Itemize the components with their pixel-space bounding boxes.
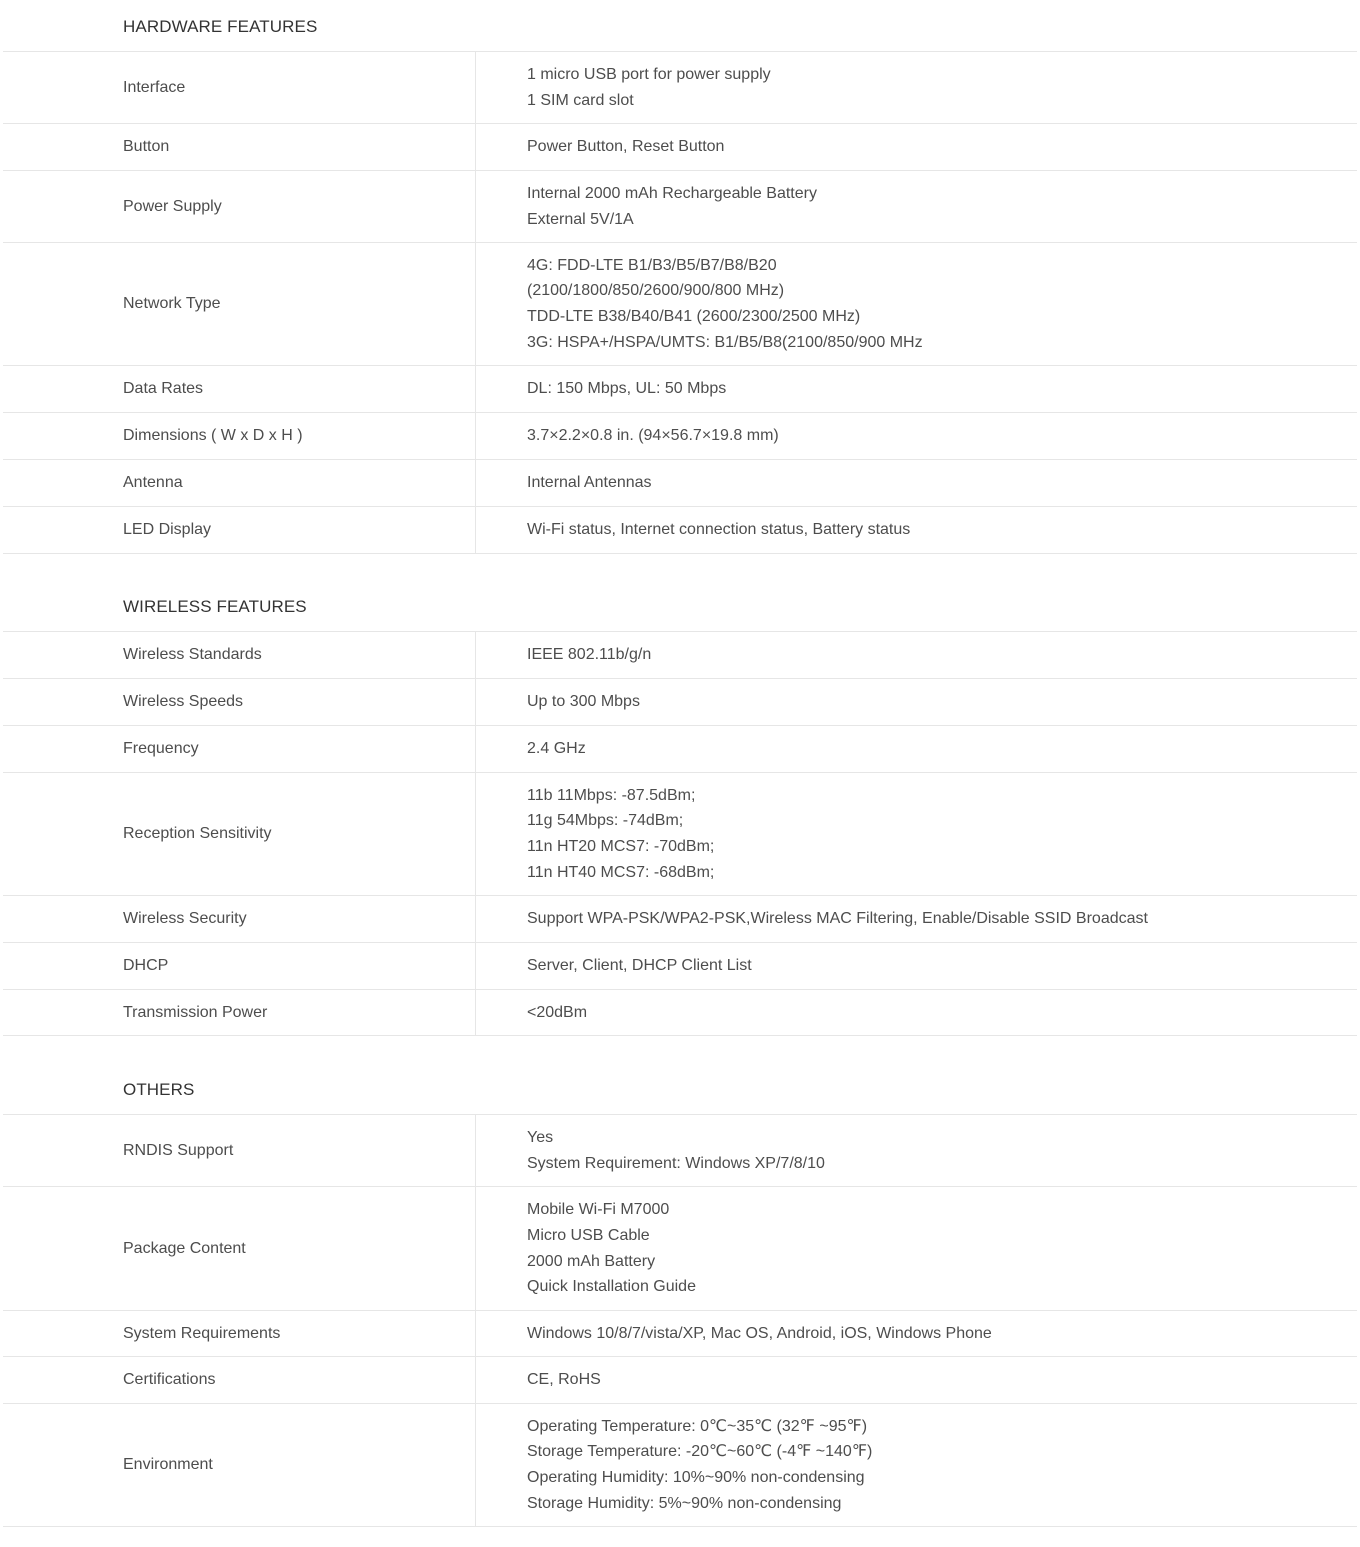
spec-value (476, 171, 1357, 242)
spec-value-line: Quick Installation Guide (527, 1278, 696, 1296)
spec-value (476, 773, 1357, 895)
spec-value-line: CE, RoHS (527, 1371, 601, 1389)
spec-value-line: (2100/1800/850/2600/900/800 MHz) (527, 282, 785, 300)
spec-label: LED Display (3, 507, 476, 553)
spec-value (476, 507, 1357, 553)
spec-label: System Requirements (3, 1311, 476, 1356)
spec-label: Certifications (3, 1357, 476, 1403)
spec-value-line: Wi-Fi status, Internet connection status, Battery status (527, 521, 911, 539)
spec-value-line: Windows 10/8/7/vista/XP, Mac OS, Android, iOS, Windows Phone (527, 1324, 992, 1342)
spec-value-line: Internal Antennas (527, 474, 652, 492)
spec-value (476, 52, 1357, 123)
spec-label: DHCP (3, 943, 476, 989)
spec-label: Wireless Speeds (3, 679, 476, 725)
spec-value (476, 726, 1357, 772)
spec-label: Environment (3, 1404, 476, 1526)
spec-row (3, 1357, 1357, 1404)
spec-value-line: TDD-LTE B38/B40/B41 (2600/2300/2500 MHz) (527, 308, 861, 325)
spec-row (3, 679, 1357, 726)
spec-row (3, 1115, 1357, 1187)
spec-label: Transmission Power (3, 990, 476, 1035)
spec-value-line: Up to 300 Mbps (527, 693, 640, 711)
spec-row (3, 990, 1357, 1036)
spec-value-line: 3G: HSPA+/HSPA/UMTS: B1/B5/B8(2100/850/900 MHz (527, 333, 923, 351)
spec-label: Reception Sensitivity (3, 773, 476, 895)
spec-row (3, 896, 1357, 943)
spec-label: Data Rates (3, 366, 476, 412)
spec-value-line: Support WPA-PSK/WPA2-PSK,Wireless MAC Filtering, Enable/Disable SSID Broadcast (527, 910, 1148, 928)
spec-label: Network Type (3, 243, 476, 365)
spec-value-line: Internal 2000 mAh Rechargeable Battery (527, 184, 817, 202)
spec-value-line: System Requirement: Windows XP/7/8/10 (527, 1154, 825, 1172)
spec-label: Frequency (3, 726, 476, 772)
spec-value-line: Operating Temperature: 0℃~35℃ (32℉ ~95℉) (527, 1417, 868, 1435)
section-others (3, 1035, 1357, 1527)
spec-value (476, 1311, 1357, 1356)
section-title: WIRELESS FEATURES (3, 553, 1357, 632)
spec-row (3, 1404, 1357, 1527)
spec-value-line: Operating Humidity: 10%~90% non-condensing (527, 1469, 865, 1486)
spec-value-line: Storage Humidity: 5%~90% non-condensing (527, 1494, 842, 1512)
spec-row (3, 1311, 1357, 1357)
section-wireless-features (3, 553, 1357, 1035)
spec-label: Antenna (3, 460, 476, 506)
spec-value-line: External 5V/1A (527, 210, 634, 228)
spec-value-line: Mobile Wi-Fi M7000 (527, 1201, 670, 1219)
spec-value-line: Yes (527, 1128, 554, 1146)
spec-table (3, 1115, 1357, 1527)
spec-table (3, 52, 1357, 554)
spec-value (476, 1187, 1357, 1310)
spec-value (476, 990, 1357, 1035)
spec-row (3, 366, 1357, 413)
spec-value-line: 2000 mAh Battery (527, 1252, 656, 1270)
spec-value-line: 11g 54Mbps: -74dBm; (527, 812, 684, 830)
spec-row (3, 52, 1357, 124)
spec-row (3, 171, 1357, 243)
spec-value-line: IEEE 802.11b/g/n (527, 646, 652, 664)
spec-value-line: 4G: FDD-LTE B1/B3/B5/B7/B8/B20 (527, 256, 777, 274)
spec-label: Wireless Security (3, 896, 476, 942)
spec-value (476, 124, 1357, 170)
spec-row (3, 507, 1357, 554)
spec-value (476, 632, 1357, 678)
spec-label: Power Supply (3, 171, 476, 242)
spec-row (3, 460, 1357, 507)
spec-label: RNDIS Support (3, 1115, 476, 1186)
spec-value (476, 1357, 1357, 1403)
spec-value (476, 243, 1357, 365)
spec-value (476, 943, 1357, 989)
section-hardware-features (3, 0, 1357, 553)
spec-value (476, 413, 1357, 459)
spec-value-line: Micro USB Cable (527, 1226, 650, 1244)
spec-row (3, 726, 1357, 773)
spec-value-line: 3.7×2.2×0.8 in. (94×56.7×19.8 mm) (527, 427, 779, 445)
spec-value-line: Storage Temperature: -20℃~60℃ (-4℉ ~140℉) (527, 1443, 873, 1461)
spec-value-line: 1 SIM card slot (527, 91, 634, 109)
spec-value-line: 2.4 GHz (527, 740, 586, 758)
spec-value-line: 11n HT40 MCS7: -68dBm; (527, 863, 715, 881)
spec-row (3, 943, 1357, 990)
spec-value (476, 896, 1357, 942)
spec-value-line: 11n HT20 MCS7: -70dBm; (527, 838, 715, 855)
spec-value-line: <20dBm (527, 1003, 588, 1021)
spec-value-line: DL: 150 Mbps, UL: 50 Mbps (527, 380, 727, 398)
spec-row (3, 413, 1357, 460)
spec-label: Package Content (3, 1187, 476, 1310)
spec-label: Interface (3, 52, 476, 123)
spec-row (3, 632, 1357, 679)
spec-value-line: Server, Client, DHCP Client List (527, 957, 752, 975)
spec-value-line: 11b 11Mbps: -87.5dBm; (527, 786, 696, 804)
spec-value (476, 366, 1357, 412)
section-title: HARDWARE FEATURES (3, 0, 1357, 52)
spec-row (3, 1187, 1357, 1311)
spec-row (3, 773, 1357, 896)
spec-table (3, 632, 1357, 1036)
spec-label: Wireless Standards (3, 632, 476, 678)
spec-value-line: Power Button, Reset Button (527, 138, 725, 156)
section-title: OTHERS (3, 1035, 1357, 1115)
spec-value-line: 1 micro USB port for power supply (527, 65, 771, 83)
spec-row (3, 124, 1357, 171)
spec-value (476, 1115, 1357, 1186)
spec-label: Button (3, 124, 476, 170)
spec-value (476, 1404, 1357, 1526)
spec-value (476, 460, 1357, 506)
spec-value (476, 679, 1357, 725)
spec-label: Dimensions ( W x D x H ) (3, 413, 476, 459)
spec-row (3, 243, 1357, 366)
